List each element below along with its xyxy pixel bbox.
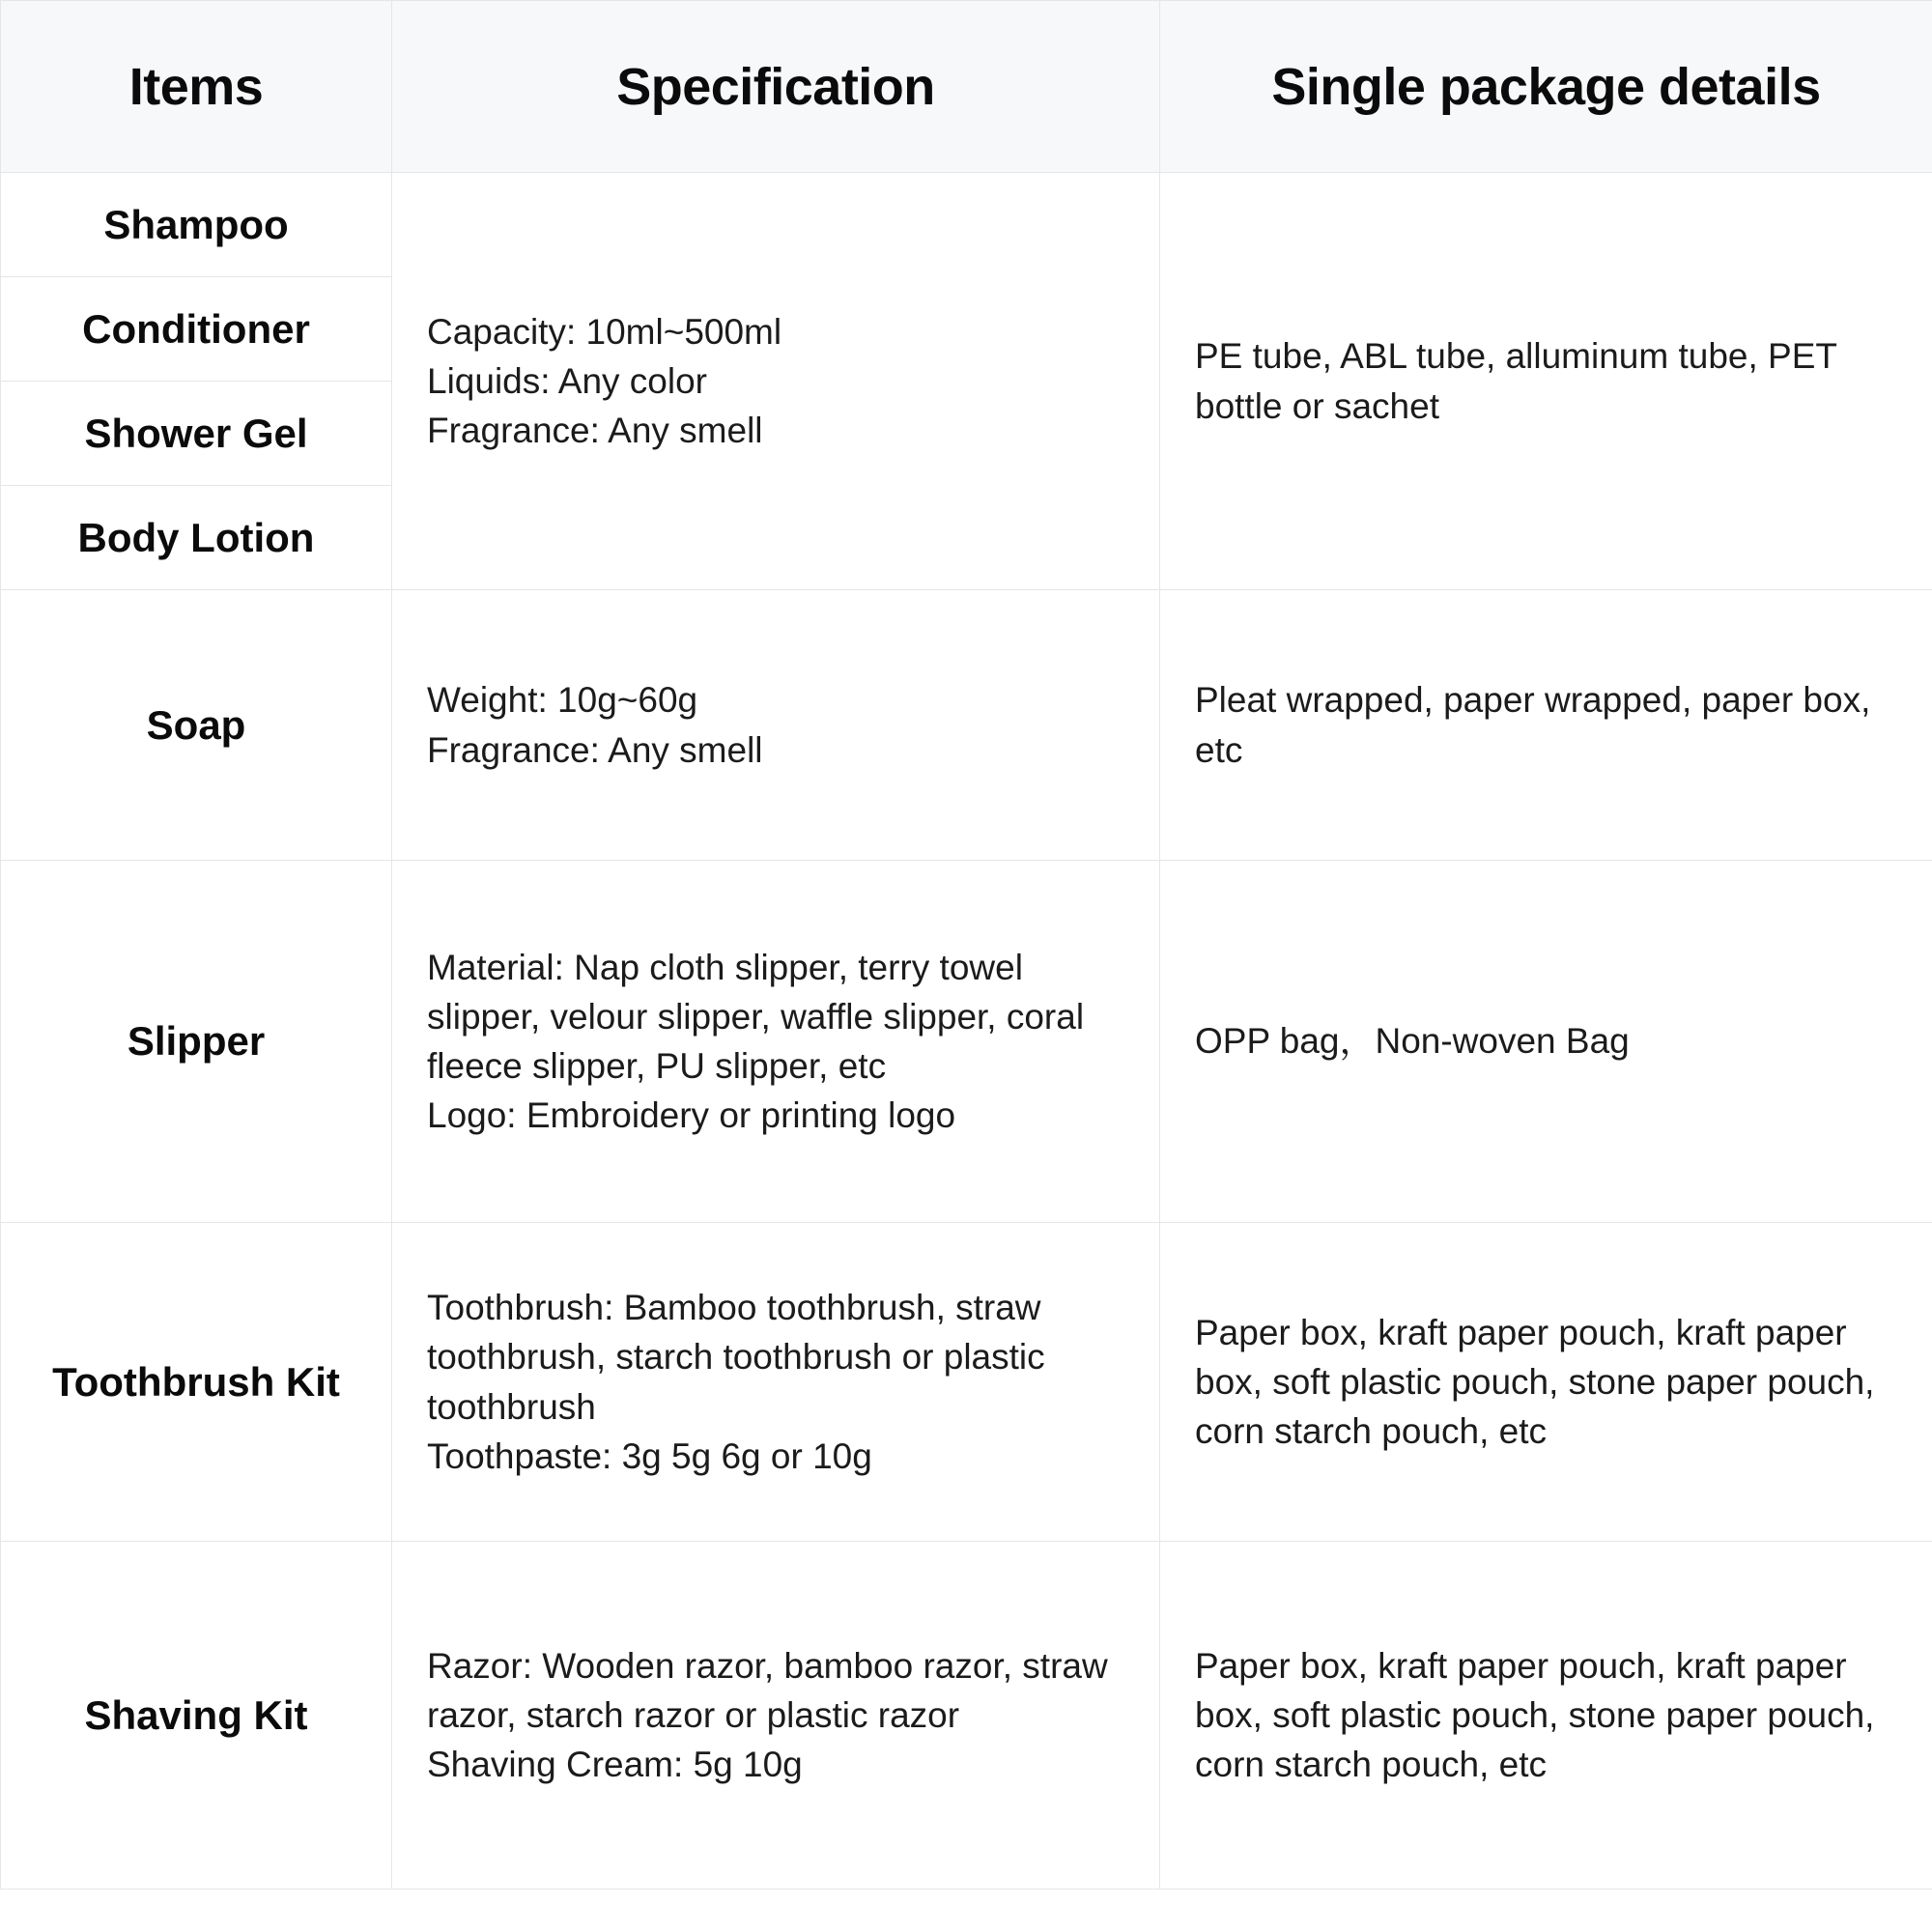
spec-line-toothpaste: Toothpaste: 3g 5g 6g or 10g: [427, 1435, 872, 1476]
table-body: [1, 173, 1932, 1889]
specification-slipper: [392, 861, 1160, 1223]
item-name-slipper: Slipper: [1, 861, 392, 1223]
spec-line-toothbrush: Toothbrush: Bamboo toothbrush, straw toothbrush, starch toothbrush or plastic toothbrush: [427, 1288, 1055, 1427]
column-header-package: Single package details: [1160, 1, 1932, 173]
column-header-specification: Specification: [392, 1, 1160, 173]
specification-toothbrush-kit: [392, 1223, 1160, 1542]
package-toothbrush-kit: Paper box, kraft paper pouch, kraft paper box, soft plastic pouch, stone paper pouch, corn starch pouch, etc: [1160, 1223, 1932, 1542]
table-row: [1, 1542, 1932, 1889]
table-row: [1, 861, 1932, 1223]
table-row: [1, 1223, 1932, 1542]
specification-soap: [392, 590, 1160, 861]
spec-line-shaving-cream: Shaving Cream: 5g 10g: [427, 1745, 803, 1785]
column-header-items: Items: [1, 1, 392, 173]
spec-line-weight: Weight: 10g~60g: [427, 680, 698, 721]
item-name-body-lotion: Body Lotion: [1, 486, 392, 590]
package-shaving-kit: Paper box, kraft paper pouch, kraft paper box, soft plastic pouch, stone paper pouch, corn starch pouch, etc: [1160, 1542, 1932, 1889]
item-name-soap: Soap: [1, 590, 392, 861]
package-soap: Pleat wrapped, paper wrapped, paper box, etc: [1160, 590, 1932, 861]
item-name-shampoo: Shampoo: [1, 173, 392, 277]
specification-liquids: [392, 173, 1160, 590]
table-row: [1, 590, 1932, 861]
table-row: [1, 173, 1932, 277]
table-header: [1, 1, 1932, 173]
specification-shaving-kit: [392, 1542, 1160, 1889]
spec-line-material: Material: Nap cloth slipper, terry towel slipper, velour slipper, waffle slipper, coral fleece slipper, PU slipper, etc: [427, 947, 1094, 1086]
package-liquids: PE tube, ABL tube, alluminum tube, PET bottle or sachet: [1160, 173, 1932, 590]
spec-line-logo: Logo: Embroidery or printing logo: [427, 1095, 956, 1136]
item-name-toothbrush-kit: Toothbrush Kit: [1, 1223, 392, 1542]
spec-line-liquids: Liquids: Any color: [427, 360, 708, 401]
spec-line-razor: Razor: Wooden razor, bamboo razor, straw razor, starch razor or plastic razor: [427, 1645, 1118, 1735]
package-slipper: OPP bag，Non-woven Bag: [1160, 861, 1932, 1223]
spec-line-fragrance: Fragrance: Any smell: [427, 729, 763, 770]
item-name-shower-gel: Shower Gel: [1, 382, 392, 486]
spec-line-capacity: Capacity: 10ml~500ml: [427, 311, 782, 352]
item-name-shaving-kit: Shaving Kit: [1, 1542, 392, 1889]
item-name-conditioner: Conditioner: [1, 277, 392, 382]
table-header-row: [1, 1, 1932, 173]
spec-line-fragrance: Fragrance: Any smell: [427, 411, 763, 451]
